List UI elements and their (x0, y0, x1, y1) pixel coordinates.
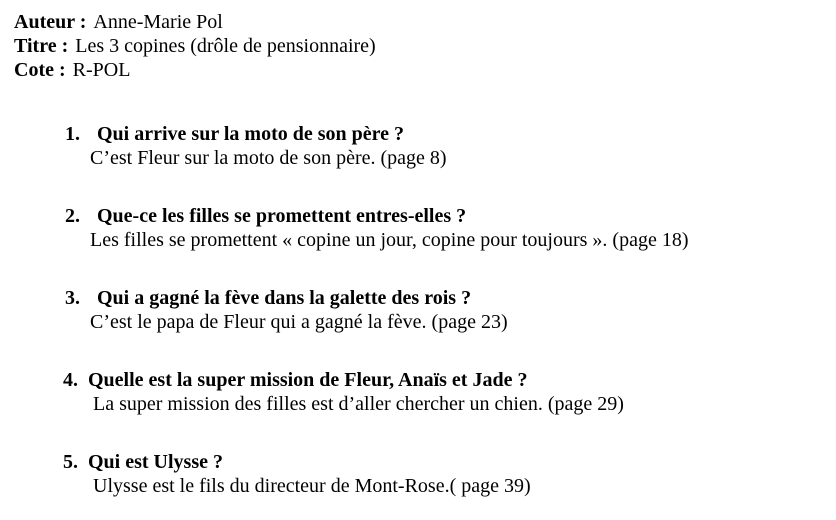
question-number: 3. (65, 287, 80, 309)
question-item-5 (14, 450, 828, 498)
field-value-cote: R-POL (72, 59, 131, 81)
question-text: Que-ce les filles se promettent entres-elles ? (97, 205, 467, 227)
question-item-3 (14, 286, 828, 334)
question-text: Qui arrive sur la moto de son père ? (97, 123, 405, 145)
question-text: Qui a gagné la fève dans la galette des rois ? (97, 287, 472, 309)
book-info-header (14, 10, 828, 82)
field-value-auteur: Anne-Marie Pol (93, 11, 223, 33)
answer-text: C’est Fleur sur la moto de son père. (page 8) (90, 147, 447, 169)
field-value-titre: Les 3 copines (drôle de pensionnaire) (75, 35, 376, 57)
book-info-row-auteur (14, 10, 828, 34)
answer-text: La super mission des filles est d’aller chercher un chien. (page 29) (93, 393, 624, 415)
answer-text: Ulysse est le fils du directeur de Mont-Rose.( page 39) (93, 475, 531, 497)
answer-text: Les filles se promettent « copine un jour, copine pour toujours ». (page 18) (90, 229, 689, 251)
book-info-row-cote (14, 58, 828, 82)
question-item-2 (14, 204, 828, 252)
question-item-1 (14, 122, 828, 170)
field-label-cote: Cote : (14, 59, 66, 81)
field-label-auteur: Auteur : (14, 11, 87, 33)
question-number: 1. (65, 123, 80, 145)
field-label-titre: Titre : (14, 35, 69, 57)
question-text: Quelle est la super mission de Fleur, Anaïs et Jade ? (88, 369, 528, 391)
question-number: 5. (63, 451, 78, 473)
book-info-row-titre (14, 34, 828, 58)
question-item-4 (14, 368, 828, 416)
answer-text: C’est le papa de Fleur qui a gagné la fève. (page 23) (90, 311, 508, 333)
question-number: 4. (63, 369, 78, 391)
question-number: 2. (65, 205, 80, 227)
question-text: Qui est Ulysse ? (88, 451, 223, 473)
